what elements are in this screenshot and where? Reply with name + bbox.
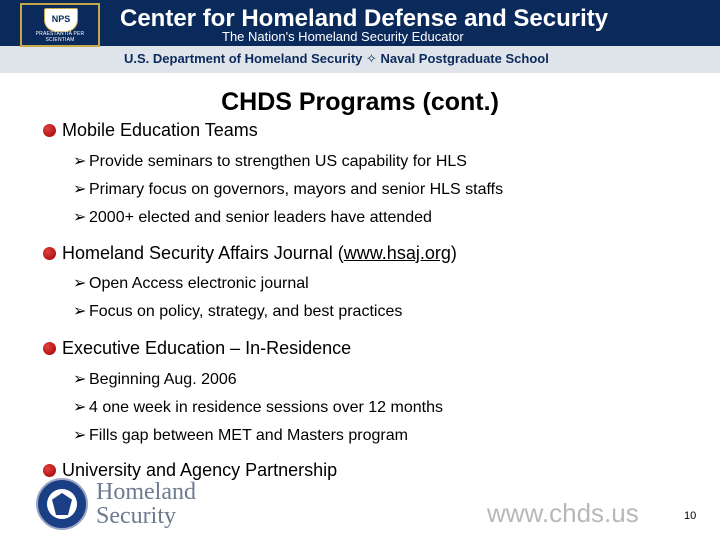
sub-bullet bbox=[73, 397, 443, 417]
arrow-bullet-icon: ➢ bbox=[73, 399, 87, 416]
wordmark-line-1: Homeland bbox=[96, 479, 196, 505]
nps-logo bbox=[20, 3, 100, 47]
sub-bullet bbox=[73, 151, 467, 171]
website-url: www.chds.us bbox=[487, 498, 639, 528]
sub-bullet-text: Beginning Aug. 2006 bbox=[89, 371, 237, 388]
section-heading-text: University and Agency Partnership bbox=[62, 460, 338, 480]
red-bullet-icon bbox=[43, 342, 56, 355]
arrow-bullet-icon: ➢ bbox=[73, 209, 87, 226]
section-heading bbox=[62, 338, 351, 359]
sub-bullet bbox=[73, 179, 503, 199]
hsaj-link[interactable]: www.hsaj.org bbox=[343, 243, 451, 263]
sub-bullet bbox=[73, 207, 432, 227]
sub-bullet-text: 4 one week in residence sessions over 12 months bbox=[89, 399, 443, 416]
banner-subtitle: The Nation's Homeland Security Educator bbox=[222, 29, 464, 44]
sub-bullet-text: Provide seminars to strengthen US capability for HLS bbox=[89, 153, 467, 170]
arrow-bullet-icon: ➢ bbox=[73, 371, 87, 388]
sub-bullet-text: Primary focus on governors, mayors and senior HLS staffs bbox=[89, 181, 504, 198]
dhs-seal-icon bbox=[36, 478, 88, 530]
arrow-bullet-icon: ➢ bbox=[73, 181, 87, 198]
red-bullet-icon bbox=[43, 124, 56, 137]
red-bullet-icon bbox=[43, 247, 56, 260]
banner-title: Center for Homeland Defense and Security bbox=[120, 5, 609, 32]
arrow-bullet-icon: ➢ bbox=[73, 153, 87, 170]
sub-bullet-text: Focus on policy, strategy, and best practices bbox=[89, 303, 403, 320]
sub-bullet bbox=[73, 369, 237, 389]
sub-bullet-text: Open Access electronic journal bbox=[89, 275, 309, 292]
nps-motto: PRAESTANTIA PER SCIENTIAM bbox=[35, 31, 85, 43]
sub-bullet bbox=[73, 301, 402, 321]
section-heading-text: Executive Education – In-Residence bbox=[62, 338, 352, 358]
section-heading bbox=[62, 120, 258, 141]
slide-title: CHDS Programs (cont.) bbox=[221, 88, 499, 116]
arrow-bullet-icon: ➢ bbox=[73, 303, 87, 320]
arrow-bullet-icon: ➢ bbox=[73, 427, 87, 444]
nps-shield-icon: NPS bbox=[44, 8, 78, 32]
page-number: 10 bbox=[684, 510, 697, 522]
homeland-security-wordmark bbox=[96, 480, 196, 528]
section-heading-suffix: ) bbox=[450, 243, 457, 263]
header-banner bbox=[0, 0, 720, 75]
sub-bullet-text: Fills gap between MET and Masters program bbox=[89, 427, 408, 444]
section-heading bbox=[62, 460, 337, 481]
sub-bullet bbox=[73, 273, 309, 293]
sub-bullet-text: 2000+ elected and senior leaders have attended bbox=[89, 209, 432, 226]
section-heading bbox=[62, 243, 457, 264]
red-bullet-icon bbox=[43, 464, 56, 477]
section-heading-text: Homeland Security Affairs Journal ( bbox=[62, 243, 344, 263]
banner-department: U.S. Department of Homeland Security ✧ Naval Postgraduate School bbox=[124, 51, 549, 66]
arrow-bullet-icon: ➢ bbox=[73, 275, 87, 292]
wordmark-line-2: Security bbox=[96, 503, 176, 529]
section-heading-text: Mobile Education Teams bbox=[62, 120, 258, 140]
sub-bullet bbox=[73, 425, 408, 445]
